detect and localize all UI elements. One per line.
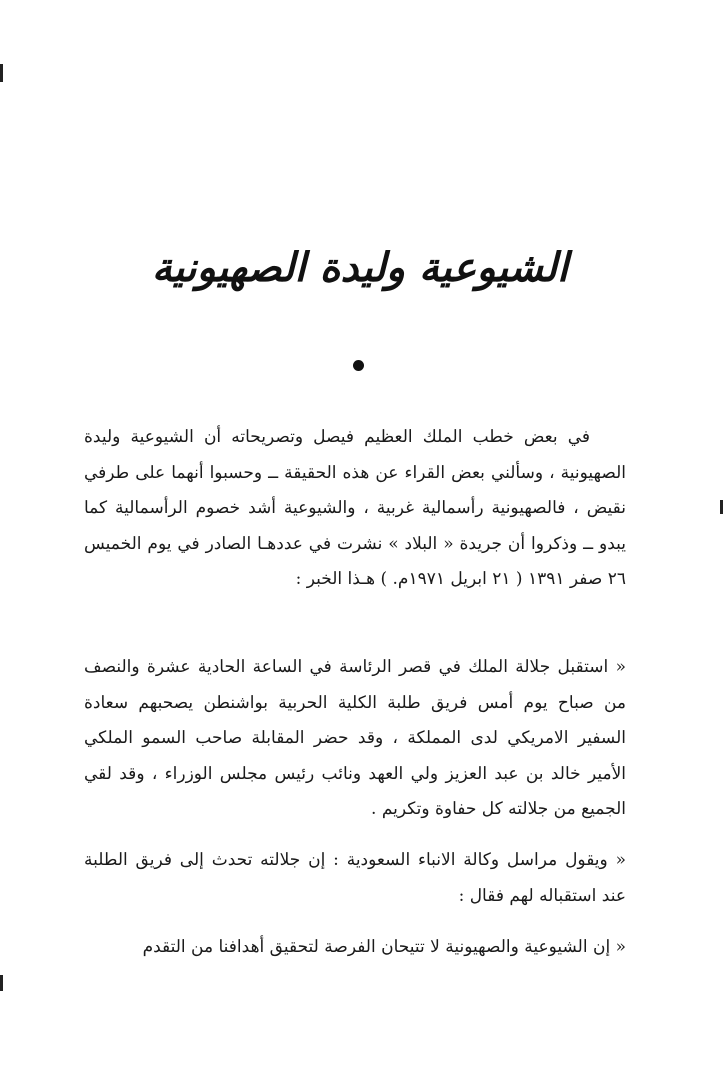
- section-bullet-icon: [353, 360, 364, 371]
- chapter-title: الشيوعية وليدة الصهيونية: [151, 244, 569, 291]
- paragraph-intro: في بعض خطب الملك العظيم فيصل وتصريحاته أن الشيوعية وليدة الصهيونية ، وسألني بعض القراء عن هذه الحقيقة ــ وحسبوا أنهما على طرفي نقيض ، فالصهيونية رأسمالية غربية ، والشيوعية أشد خصوم الرأسمالية كما يبدو ــ وذكروا أن جريدة « البلاد » نشرت في عددهـا الصادر في يوم الخميس ٢٦ صفر ١٣٩١ ( ٢١ ابريل ١٩٧١م. ) هـذا الخبر :: [84, 427, 626, 589]
- paragraph-quote-correspondent: « ويقول مراسل وكالة الانباء السعودية : إن جلالته تحدث إلى فريق الطلبة عند استقباله لهم فقال :: [84, 850, 626, 906]
- paragraph-quote-king: « إن الشيوعية والصهيونية لا تتيحان الفرصة لتحقيق أهدافنا من التقدم: [142, 937, 626, 957]
- scan-edge-mark: [0, 64, 3, 82]
- scan-edge-mark: [0, 975, 3, 991]
- paragraph-quote-reception: « استقبل جلالة الملك في قصر الرئاسة في الساعة الحادية عشرة والنصف من صباح يوم أمس فريق طلبة الكلية الحربية بواشنطن يصحبهم سعادة السفير الامريكي لدى المملكة ، وقد حضر المقابلة صاحب السمو الملكي الأمير خالد بن عبد العزيز ولي العهد ونائب رئيس مجلس الوزراء ، وقد لقي الجميع من جلالته كل حفاوة وتكريم .: [84, 657, 626, 819]
